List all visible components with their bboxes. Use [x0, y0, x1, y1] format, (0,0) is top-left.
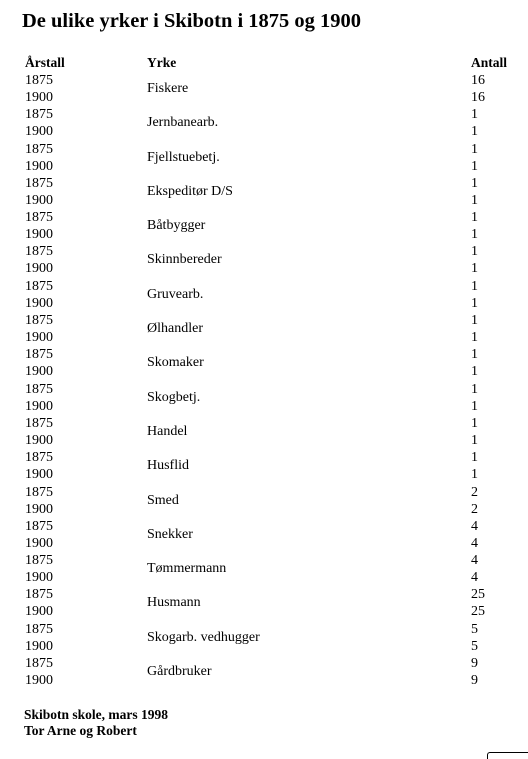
- year-first: 1875: [25, 210, 53, 226]
- count-first: 1: [471, 313, 478, 329]
- occupation-name: Fiskere: [147, 81, 189, 96]
- year-first: 1875: [25, 381, 53, 397]
- year-first: 1875: [25, 347, 53, 363]
- count-second: 1: [471, 432, 478, 448]
- count-second: 1: [471, 295, 478, 311]
- year-second: 1900: [25, 467, 53, 483]
- year-first: 1875: [25, 278, 53, 294]
- count-second: 25: [471, 604, 485, 620]
- table-row: [0, 243, 528, 277]
- year-first: 1875: [25, 484, 53, 500]
- count-second: 1: [471, 330, 478, 346]
- count-second: 1: [471, 124, 478, 140]
- year-second: 1900: [25, 604, 53, 620]
- table-row: [0, 621, 528, 655]
- occupation-name: Tømmermann: [147, 561, 227, 577]
- column-header-count: Antall: [471, 55, 508, 70]
- table-row: [0, 175, 528, 209]
- year-second: 1900: [25, 261, 53, 277]
- page-corner-mark: [487, 752, 528, 759]
- count-first: 25: [471, 587, 485, 603]
- count-first: 1: [471, 141, 478, 157]
- year-second: 1900: [25, 570, 53, 586]
- table-row: [0, 72, 528, 106]
- occupation-name: Jernbanearb.: [147, 115, 219, 131]
- count-second: 1: [471, 158, 478, 174]
- year-second: 1900: [25, 124, 53, 140]
- occupation-name: Ekspeditør D/S: [147, 183, 233, 199]
- footer-school-date: Skibotn skole, mars 1998: [24, 707, 169, 722]
- table-row: [0, 209, 528, 243]
- table-row: [0, 346, 528, 380]
- count-second: 9: [471, 673, 478, 689]
- count-first: 1: [471, 278, 478, 294]
- occupation-name: Fjellstuebetj.: [147, 149, 220, 165]
- year-second: 1900: [25, 535, 53, 551]
- table-row: [0, 312, 528, 346]
- column-header-job: Yrke: [147, 55, 177, 70]
- table-row: [0, 415, 528, 449]
- occupation-name: Ølhandler: [147, 321, 203, 337]
- year-second: 1900: [25, 90, 53, 105]
- table-row: [0, 552, 528, 586]
- count-first: 1: [471, 107, 478, 123]
- table-row: [0, 278, 528, 312]
- count-second: 1: [471, 467, 478, 483]
- occupation-table: [0, 72, 528, 689]
- year-first: 1875: [25, 553, 53, 569]
- year-first: 1875: [25, 518, 53, 534]
- year-second: 1900: [25, 501, 53, 517]
- document-title: De ulike yrker i Skibotn i 1875 og 1900: [22, 10, 362, 32]
- table-row: [0, 449, 528, 483]
- count-first: 4: [471, 553, 478, 569]
- year-second: 1900: [25, 673, 53, 689]
- count-second: 4: [471, 535, 478, 551]
- year-first: 1875: [25, 244, 53, 260]
- year-second: 1900: [25, 192, 53, 208]
- count-second: 16: [471, 90, 485, 105]
- occupation-name: Skomaker: [147, 355, 204, 371]
- table-row: [0, 655, 528, 689]
- table-row: [0, 106, 528, 140]
- year-second: 1900: [25, 330, 53, 346]
- year-second: 1900: [25, 364, 53, 380]
- occupation-name: Handel: [147, 423, 188, 439]
- table-row: [0, 586, 528, 620]
- table-row: [0, 141, 528, 175]
- occupation-name: Båtbygger: [147, 218, 206, 234]
- count-first: 4: [471, 518, 478, 534]
- year-second: 1900: [25, 295, 53, 311]
- count-first: 9: [471, 656, 478, 672]
- count-first: 2: [471, 484, 478, 500]
- count-first: 1: [471, 450, 478, 466]
- count-first: 16: [471, 73, 485, 88]
- count-second: 4: [471, 570, 478, 586]
- year-second: 1900: [25, 638, 53, 654]
- table-row: [0, 484, 528, 518]
- year-first: 1875: [25, 313, 53, 329]
- year-second: 1900: [25, 432, 53, 448]
- year-first: 1875: [25, 621, 53, 637]
- year-first: 1875: [25, 175, 53, 191]
- count-first: 5: [471, 621, 478, 637]
- year-first: 1875: [25, 656, 53, 672]
- year-first: 1875: [25, 107, 53, 123]
- year-second: 1900: [25, 227, 53, 243]
- count-second: 1: [471, 364, 478, 380]
- table-row: [0, 381, 528, 415]
- year-first: 1875: [25, 587, 53, 603]
- occupation-name: Skinnbereder: [147, 252, 222, 268]
- occupation-name: Skogbetj.: [147, 389, 201, 405]
- occupation-name: Husflid: [147, 458, 189, 474]
- column-header-year: Årstall: [25, 55, 65, 70]
- occupation-name: Smed: [147, 492, 179, 508]
- occupation-name: Skogarb. vedhugger: [147, 629, 260, 645]
- table-row: [0, 518, 528, 552]
- year-first: 1875: [25, 73, 53, 88]
- year-first: 1875: [25, 415, 53, 431]
- count-second: 1: [471, 261, 478, 277]
- count-second: 2: [471, 501, 478, 517]
- count-first: 1: [471, 415, 478, 431]
- count-second: 1: [471, 398, 478, 414]
- footer-authors: Tor Arne og Robert: [24, 723, 137, 738]
- occupation-name: Husmann: [147, 595, 201, 611]
- year-first: 1875: [25, 450, 53, 466]
- count-second: 1: [471, 192, 478, 208]
- occupation-name: Snekker: [147, 526, 193, 542]
- count-first: 1: [471, 175, 478, 191]
- count-second: 5: [471, 638, 478, 654]
- year-second: 1900: [25, 398, 53, 414]
- year-second: 1900: [25, 158, 53, 174]
- occupation-name: Gruvearb.: [147, 286, 204, 302]
- count-first: 1: [471, 381, 478, 397]
- count-first: 1: [471, 347, 478, 363]
- count-first: 1: [471, 244, 478, 260]
- count-second: 1: [471, 227, 478, 243]
- occupation-name: Gårdbruker: [147, 664, 212, 680]
- year-first: 1875: [25, 141, 53, 157]
- count-first: 1: [471, 210, 478, 226]
